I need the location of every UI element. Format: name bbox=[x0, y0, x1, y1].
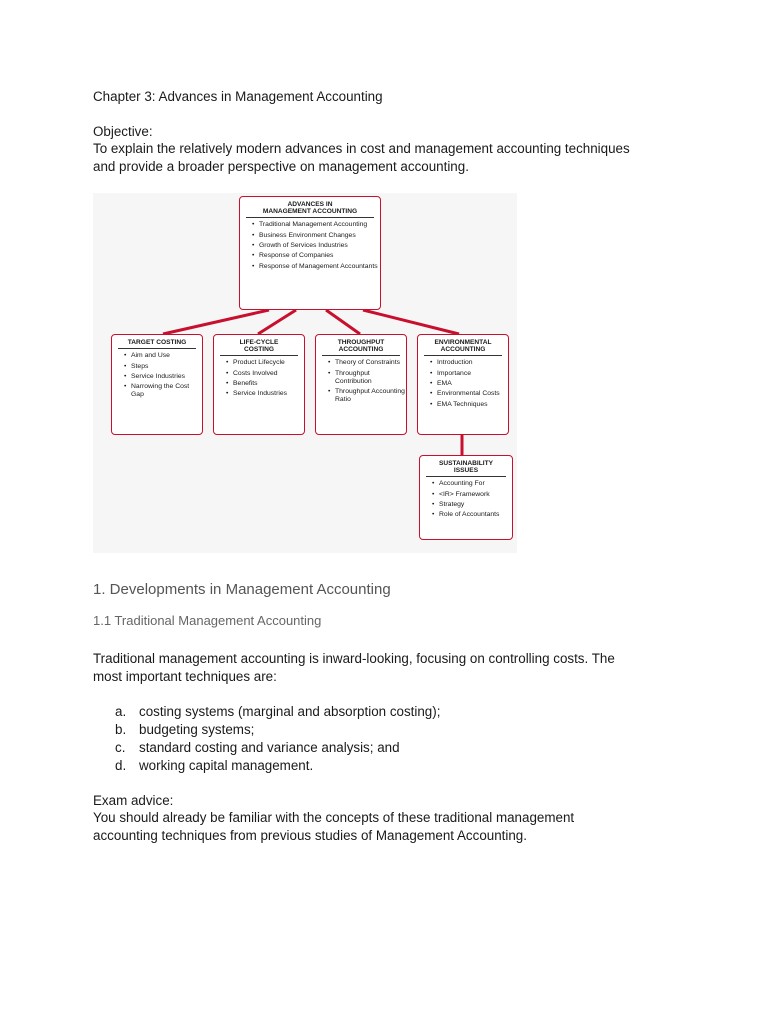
connector-environmental bbox=[363, 310, 459, 334]
list-text: costing systems (marginal and absorption costing); bbox=[139, 704, 441, 719]
box-environmental-title-2: ACCOUNTING bbox=[440, 346, 486, 354]
list-item bbox=[93, 721, 440, 739]
paragraph-line-2: most important techniques are: bbox=[93, 669, 277, 684]
connector-lifecycle bbox=[258, 310, 296, 334]
list-item: • Growth of Services Industries bbox=[252, 242, 380, 250]
box-life-cycle-costing bbox=[213, 334, 305, 435]
mind-map-diagram bbox=[93, 193, 517, 553]
box-target-title: TARGET COSTING bbox=[127, 339, 187, 346]
list-marker: a. bbox=[115, 704, 127, 719]
subsection-heading: 1.1 Traditional Management Accounting bbox=[93, 613, 322, 628]
list-item: • Introduction bbox=[430, 359, 508, 367]
box-throughput-accounting bbox=[315, 334, 407, 435]
list-marker: c. bbox=[115, 740, 126, 755]
list-item: • Service Industries bbox=[226, 390, 304, 398]
list-item: • EMA Techniques bbox=[430, 401, 508, 409]
list-item: • Business Environment Changes bbox=[252, 232, 380, 240]
list-item: • Accounting For bbox=[432, 480, 512, 488]
box-advances-title-2: MANAGEMENT ACCOUNTING bbox=[262, 208, 358, 216]
list-item bbox=[93, 757, 440, 775]
box-throughput-title-1: THROUGHPUT bbox=[337, 339, 385, 346]
list-item bbox=[93, 703, 440, 721]
box-sustainability-title-2: ISSUES bbox=[453, 467, 479, 475]
objective-line-1: To explain the relatively modern advances in cost and management accounting techniques bbox=[93, 141, 630, 156]
list-text: budgeting systems; bbox=[139, 722, 255, 737]
techniques-list bbox=[93, 703, 440, 775]
box-sustainability-title-1: SUSTAINABILITY bbox=[438, 460, 494, 467]
chapter-title: Chapter 3: Advances in Management Accounting bbox=[93, 89, 383, 104]
box-advances-title-1: ADVANCES IN bbox=[287, 201, 333, 208]
box-advances-list bbox=[240, 221, 380, 270]
list-item: • Narrowing the Cost Gap bbox=[124, 383, 202, 399]
list-item bbox=[93, 739, 440, 757]
connector-throughput bbox=[326, 310, 360, 334]
list-item: • Traditional Management Accounting bbox=[252, 221, 380, 229]
list-text: working capital management. bbox=[139, 758, 314, 773]
list-item: • Benefits bbox=[226, 380, 304, 388]
exam-advice-label: Exam advice: bbox=[93, 793, 174, 808]
box-environmental-list bbox=[418, 359, 508, 408]
box-sustainability-issues bbox=[419, 455, 513, 540]
box-lifecycle-list bbox=[214, 359, 304, 398]
connector-target bbox=[163, 310, 269, 334]
list-item: • Service Industries bbox=[124, 373, 202, 381]
list-item: • EMA bbox=[430, 380, 508, 388]
list-item: • Costs Involved bbox=[226, 370, 304, 378]
box-throughput-title-2: ACCOUNTING bbox=[338, 346, 384, 354]
list-item: • Product Lifecycle bbox=[226, 359, 304, 367]
box-target-costing bbox=[111, 334, 203, 435]
list-item: • Response of Management Accountants bbox=[252, 263, 380, 271]
box-advances bbox=[239, 196, 381, 310]
box-lifecycle-title-1: LIFE-CYCLE bbox=[239, 339, 279, 346]
list-item: • Strategy bbox=[432, 501, 512, 509]
exam-advice-line-1: You should already be familiar with the concepts of these traditional management bbox=[93, 810, 575, 825]
box-target-list bbox=[112, 352, 202, 399]
section-heading: 1. Developments in Management Accounting bbox=[93, 581, 391, 598]
list-item: • Aim and Use bbox=[124, 352, 202, 360]
paragraph-line-1: Traditional management accounting is inward-looking, focusing on controlling costs. The bbox=[93, 651, 615, 666]
box-throughput-list bbox=[316, 359, 406, 404]
list-item: • <IR> Framework bbox=[432, 491, 512, 499]
box-sustainability-list bbox=[420, 480, 512, 519]
objective-label: Objective: bbox=[93, 124, 153, 139]
box-environmental-title-1: ENVIRONMENTAL bbox=[434, 339, 492, 346]
list-item: • Throughput Accounting Ratio bbox=[328, 388, 406, 404]
exam-advice-line-2: accounting techniques from previous studies of Management Accounting. bbox=[93, 828, 527, 843]
list-item: • Theory of Constraints bbox=[328, 359, 406, 367]
box-environmental-accounting bbox=[417, 334, 509, 435]
list-item: • Response of Companies bbox=[252, 252, 380, 260]
list-marker: b. bbox=[115, 722, 127, 737]
list-item: • Importance bbox=[430, 370, 508, 378]
list-item: • Steps bbox=[124, 363, 202, 371]
list-marker: d. bbox=[115, 758, 127, 773]
list-text: standard costing and variance analysis; and bbox=[139, 740, 400, 755]
box-lifecycle-title-2: COSTING bbox=[243, 346, 275, 354]
list-item: • Environmental Costs bbox=[430, 390, 508, 398]
objective-line-2: and provide a broader perspective on management accounting. bbox=[93, 159, 469, 174]
list-item: • Throughput Contribution bbox=[328, 370, 406, 386]
list-item: • Role of Accountants bbox=[432, 511, 512, 519]
